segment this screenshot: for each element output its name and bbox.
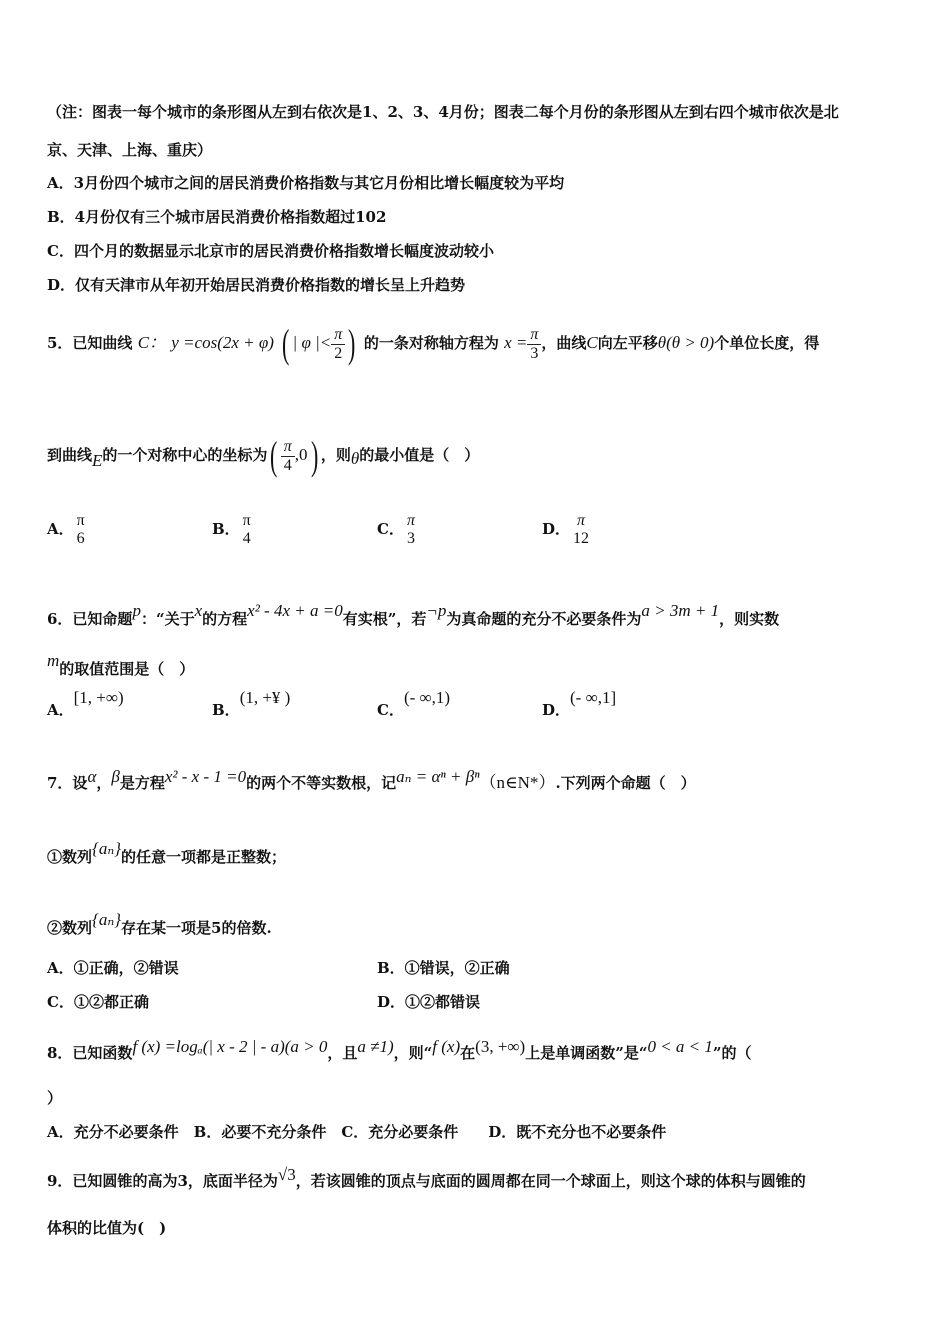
q5-curve-equation: y =cos(2x + φ) <box>171 333 274 352</box>
q6-option-b: B．(1, +¥ ) <box>212 688 291 719</box>
q5-condition: | φ |< <box>292 333 332 352</box>
q4-option-c: C．四个月的数据显示北京市的居民消费价格指数增长幅度波动较小 <box>47 242 494 260</box>
q7-statement-1: ①数列{aₙ}的任意一项都是正整数； <box>47 839 287 866</box>
q7-stem: 7．设α，β是方程x² - x - 1 =0的两个不等实数根，记aₙ = αⁿ + βⁿ（n∈N*）.下列两个命题（ ） <box>47 767 696 792</box>
q7-option-d: D．①②都错误 <box>377 993 481 1011</box>
q5-text-1: 5．已知曲线 <box>47 334 133 352</box>
q8-stem-end: ） <box>47 1089 63 1107</box>
q5-option-a: A． π 6 <box>47 512 85 547</box>
q4-option-b: B．4月份仅有三个城市居民消费价格指数超过102 <box>47 208 387 226</box>
q5-stem-line-2: 到曲线E的一个对称中心的坐标为( $\frac{\pi}{4}$ ,0) ，则θ的最小值是（ ） <box>47 433 480 478</box>
q5-axis-fraction: $\frac{\pi}{3}$ <box>527 326 541 363</box>
q8-function: f (x) =logₐ(| x - 2 | - a)(a > 0 <box>132 1037 328 1056</box>
q8-options: A．充分不必要条件 B．必要不充分条件 C．充分必要条件 D．既不充分也不必要条件 <box>47 1123 667 1141</box>
note-line-2: 京、天津、上海、重庆） <box>47 141 213 159</box>
q4-option-d: D．仅有天津市从年初开始居民消费价格指数的增长呈上升趋势 <box>47 276 466 294</box>
q9-stem-line-2: 体积的比值为( ) <box>47 1219 167 1237</box>
q5-option-d: D． π 12 <box>542 512 590 547</box>
q6-option-d: D．(- ∞,1] <box>542 688 617 719</box>
q5-theta: θ(θ > 0) <box>657 333 715 352</box>
note-line-1: （注：图表一每个城市的条形图从左到右依次是1、2、3、4月份；图表二每个月份的条形图从左到右四个城市依次是北 <box>47 103 839 121</box>
q5-option-b: B． π 4 <box>212 512 251 547</box>
q7-option-a: A．①正确，②错误 <box>47 959 179 977</box>
q9-sqrt: √3 <box>277 1165 296 1184</box>
q6-stem-line-2: m的取值范围是（ ） <box>47 651 195 678</box>
q9-stem-line-1: 9．已知圆锥的高为3，底面半径为√3，若该圆锥的顶点与底面的圆周都在同一个球面上，则这个球的体积与圆锥的 <box>47 1165 806 1190</box>
q6-option-c: C．(- ∞,1) <box>377 688 451 719</box>
q6-stem-line-1: 6．已知命题p：“关于x的方程x² - 4x + a =0有实根”，若¬p为真命题的充分不必要条件为a > 3m + 1，则实数 <box>47 601 780 628</box>
q7-statement-2: ②数列{aₙ}存在某一项是5的倍数. <box>47 910 272 937</box>
q5-center-fraction: $\frac{\pi}{4}$ <box>281 438 295 475</box>
q7-option-b: B．①错误，②正确 <box>377 959 510 977</box>
q5-text-2: 的一条对称轴方程为 <box>363 334 499 352</box>
q5-curve-label: C： <box>137 333 167 352</box>
q5-stem-line-1: 5．已知曲线 C： y =cos(2x + φ) ( | φ |< $\frac{\pi}{2}$ ) 的一条对称轴方程为 x = $\frac{\pi}{3}$ ，曲线C向左平移θ(θ > 0)个单位长度，得 <box>47 321 820 366</box>
q6-equation: x² - 4x + a =0 <box>247 601 343 620</box>
q7-equation: x² - x - 1 =0 <box>164 767 247 786</box>
q6-condition: a > 3m + 1 <box>641 601 720 620</box>
q6-option-a: A．[1, +∞) <box>47 688 124 719</box>
q5-axis-x: x = <box>504 333 528 352</box>
q8-stem: 8．已知函数f (x) =logₐ(| x - 2 | - a)(a > 0，且a ≠1)，则“f (x)在(3, +∞)上是单调函数”是“0 < a < 1”的（ <box>47 1037 752 1062</box>
q5-option-c: C． π 3 <box>377 512 415 547</box>
q7-option-c: C．①②都正确 <box>47 993 149 1011</box>
q4-option-a: A．3月份四个城市之间的居民消费价格指数与其它月份相比增长幅度较为平均 <box>47 174 565 192</box>
q7-sequence-def: aₙ = αⁿ + βⁿ <box>396 767 480 786</box>
q5-condition-fraction: $\frac{\pi}{2}$ <box>331 326 345 363</box>
